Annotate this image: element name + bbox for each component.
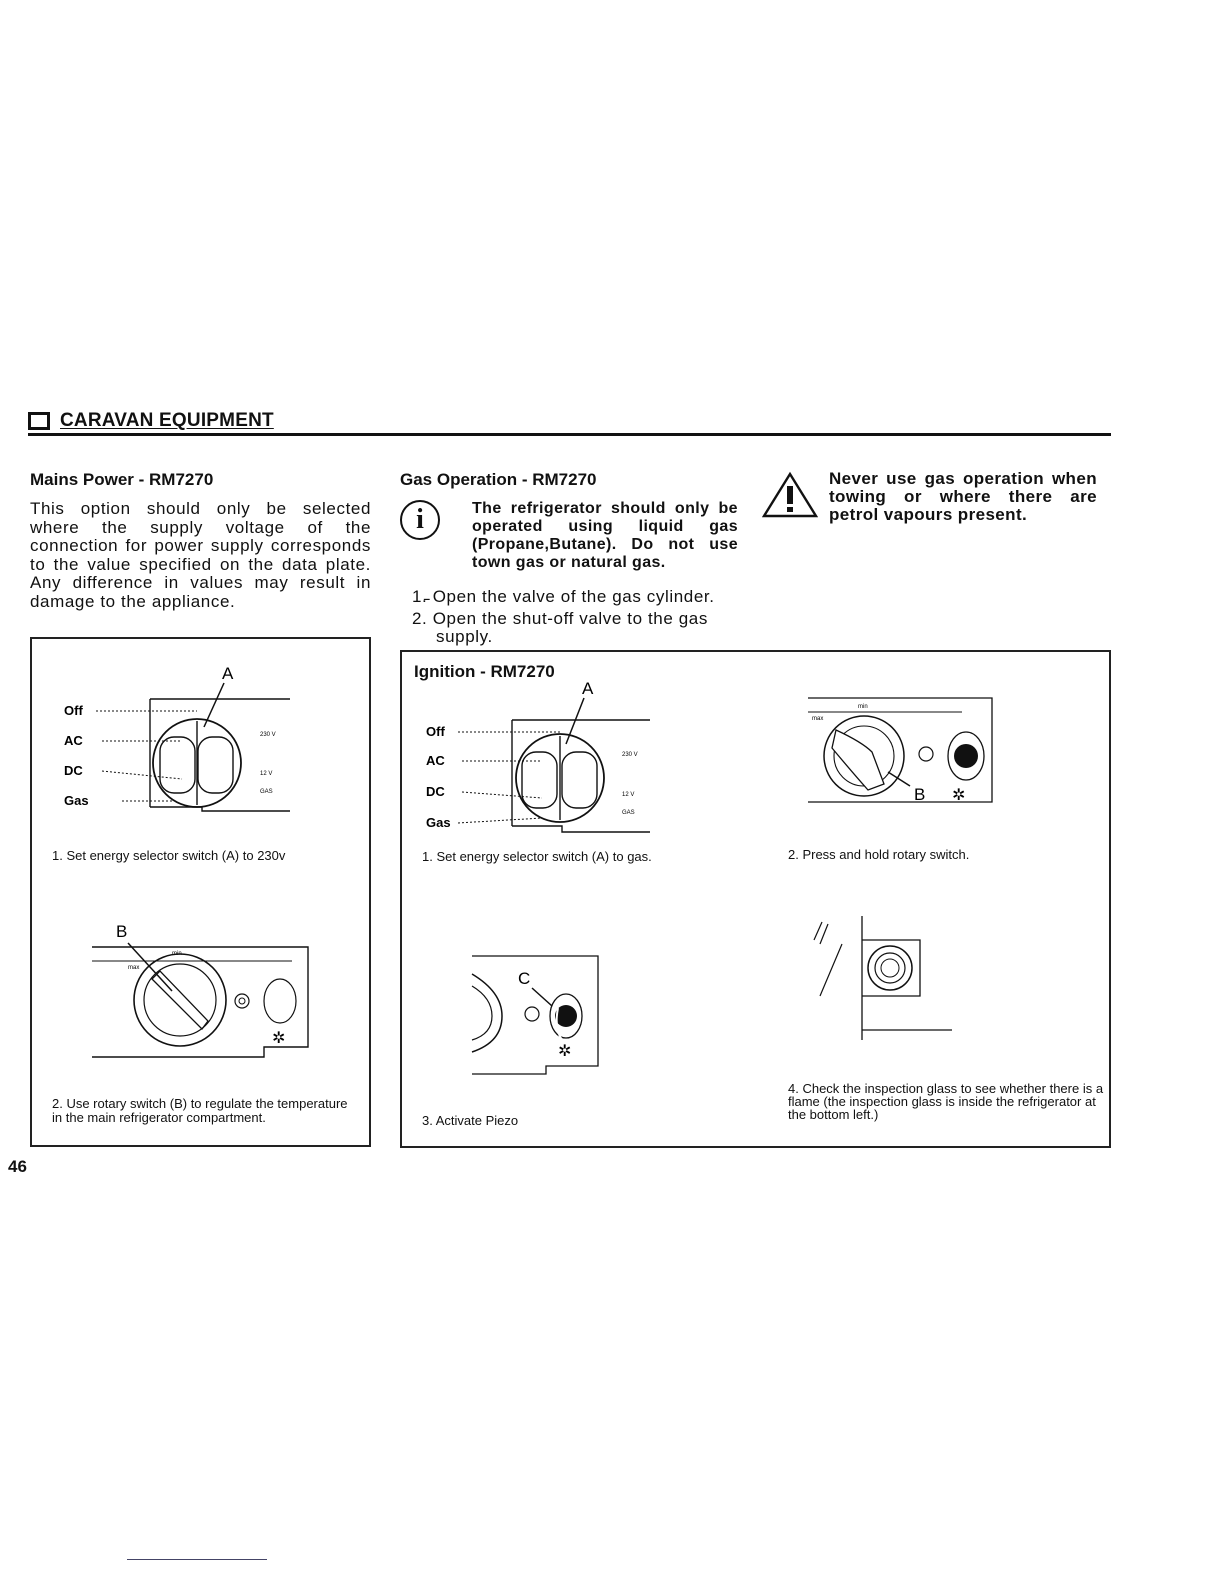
label-b: B xyxy=(914,785,926,804)
selector-switch-diagram xyxy=(32,639,369,839)
switch-label-ac: AC xyxy=(426,753,445,768)
warning-text: Never use gas operation when towing or where there are petrol vapours present. xyxy=(829,469,1097,524)
label-a: A xyxy=(222,664,234,683)
ignition-panel xyxy=(400,650,1111,1148)
gas-step-1: 1.̵ Open the valve of the gas cylinder. xyxy=(412,587,715,606)
mains-paragraph: This option should only be selected where the supply voltage of the connection for power supply corresponds to the value specified on the data plate. Any difference in values may result in damage to the appliance. xyxy=(30,499,371,611)
rating-12v: 12 V xyxy=(622,792,635,798)
mains-heading: Mains Power - RM7270 xyxy=(30,470,214,489)
ignition-fig3-caption: 3. Activate Piezo xyxy=(422,1113,519,1128)
mains-figure-panel xyxy=(30,637,371,1147)
rotary-switch-diagram xyxy=(32,909,369,1069)
ignition-fig2-caption: 2. Press and hold rotary switch. xyxy=(788,847,970,862)
inspection-glass-diagram xyxy=(802,910,962,1050)
switch-label-dc: DC xyxy=(64,763,83,778)
dial-min: min xyxy=(858,704,868,710)
gas-heading: Gas Operation - RM7270 xyxy=(400,470,597,489)
rating-230v: 230 V xyxy=(260,732,276,738)
switch-label-dc: DC xyxy=(426,784,445,799)
press-rotary-diagram xyxy=(802,692,1002,822)
gas-step-2: 2. Open the shut-off valve to the gas supply. xyxy=(412,609,708,646)
label-b: B xyxy=(116,922,128,941)
spark-icon: ✲ xyxy=(952,787,966,804)
spark-icon: ✲ xyxy=(558,1043,572,1060)
info-icon: i xyxy=(400,500,440,540)
section-title: CARAVAN EQUIPMENT xyxy=(60,410,274,431)
label-c: C xyxy=(518,969,531,988)
checkbox-square-icon xyxy=(28,412,50,430)
section-header xyxy=(28,410,274,432)
gas-steps xyxy=(412,584,752,646)
dial-max: max xyxy=(812,716,824,722)
mains-fig1-caption: 1. Set energy selector switch (A) to 230v xyxy=(52,848,286,863)
switch-label-ac: AC xyxy=(64,733,83,748)
rating-12v: 12 V xyxy=(260,771,273,777)
rating-gas: GAS xyxy=(260,789,273,795)
ignition-selector-diagram xyxy=(402,672,702,842)
gas-info-text: The refrigerator should only be operated using liquid gas (Propane,Butane). Do not use town gas or natural gas. xyxy=(472,500,738,571)
rating-230v: 230 V xyxy=(622,752,638,758)
rating-gas: GAS xyxy=(622,810,635,816)
dial-max: max xyxy=(128,965,140,971)
mains-fig2-caption: 2. Use rotary switch (B) to regulate the temperature in the main refrigerator compartment. xyxy=(52,1096,348,1125)
warning-triangle-icon xyxy=(762,470,818,520)
ignition-heading: Ignition - RM7270 xyxy=(414,662,555,681)
piezo-diagram xyxy=(462,952,612,1082)
header-rule xyxy=(28,433,1111,436)
switch-label-off: Off xyxy=(426,724,445,739)
switch-label-gas: Gas xyxy=(426,815,451,830)
switch-label-off: Off xyxy=(64,703,83,718)
spark-icon: ✲ xyxy=(272,1030,286,1047)
ignition-fig1-caption: 1. Set energy selector switch (A) to gas. xyxy=(422,849,652,864)
switch-label-gas: Gas xyxy=(64,793,89,808)
page-number: 46 xyxy=(8,1157,27,1176)
label-a: A xyxy=(582,679,594,698)
dial-min: min xyxy=(172,951,182,957)
ignition-fig4-caption: 4. Check the inspection glass to see whether there is a flame (the inspection glass is inside the refrigerator at the bottom left.) xyxy=(788,1081,1104,1122)
footer-line xyxy=(127,1559,267,1560)
